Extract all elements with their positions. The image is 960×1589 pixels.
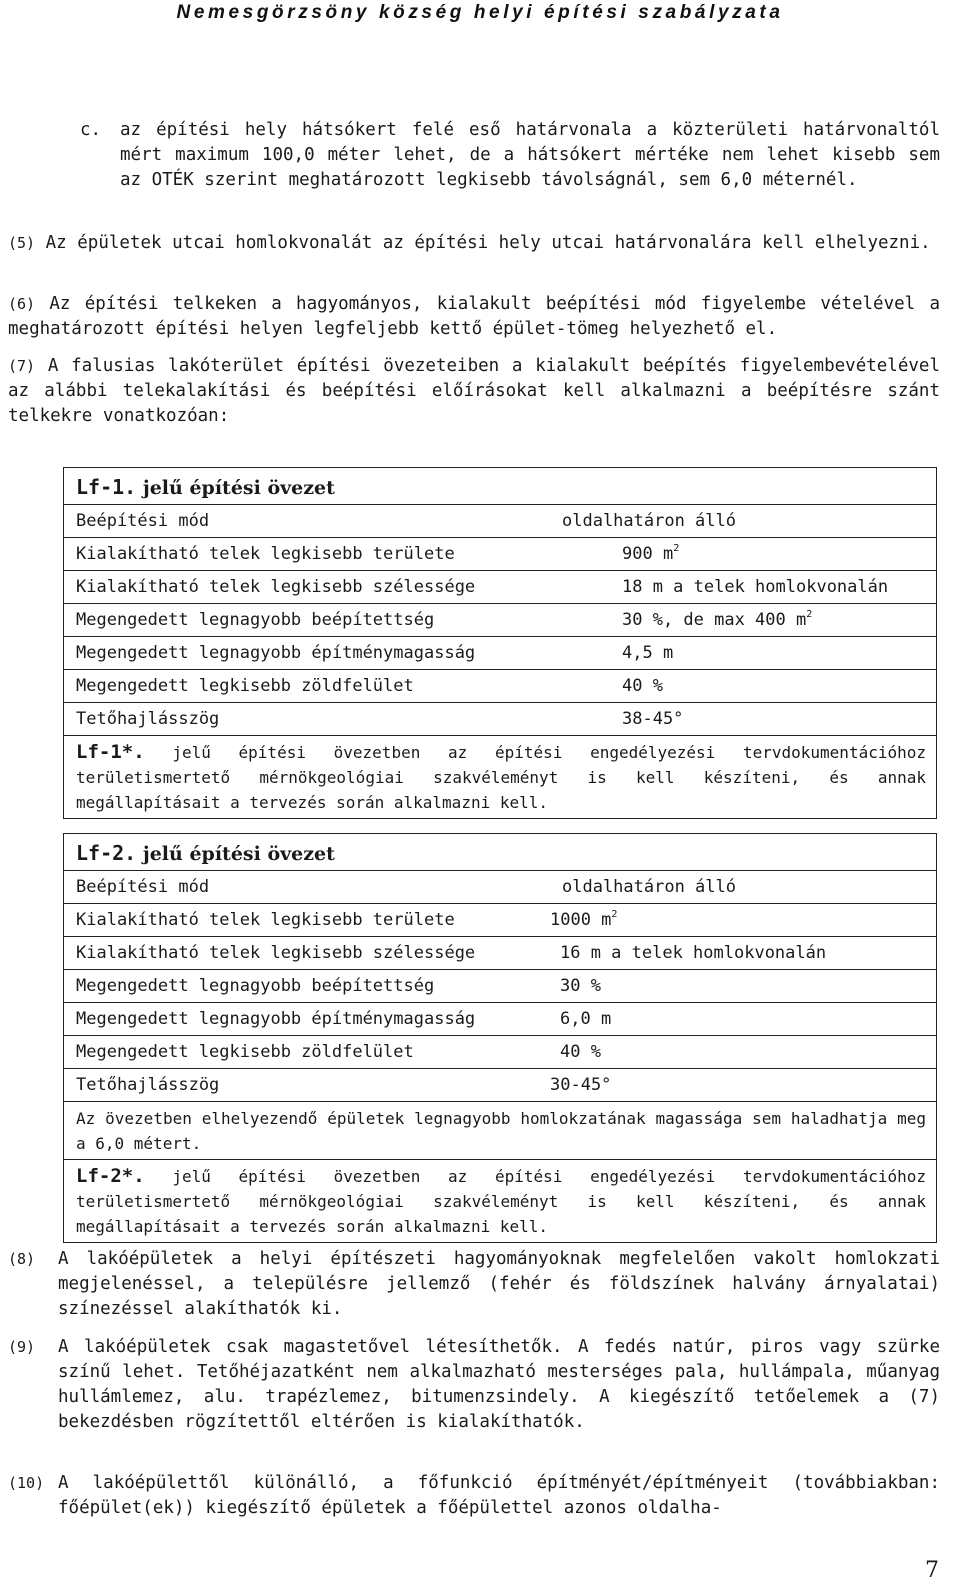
zone-code: Lf-2.	[76, 841, 137, 865]
paragraph-label: (5)	[8, 234, 36, 252]
paragraph-label: c.	[80, 120, 102, 140]
table-row: Tetőhajlásszög 38-45°	[64, 703, 936, 736]
paragraph-6	[8, 292, 940, 342]
zone-note-text: jelű építési övezetben az építési engedélyezési tervdokumentációhoz területismertető mérnökgeológiai szakvéleményt is kell készíteni, és annak megállapításait a tervezés során alkalmazni kell.	[76, 1167, 926, 1236]
table-row: Megengedett legnagyobb beépítettség 30 %	[64, 970, 936, 1003]
zone-note-text: jelű építési övezetben az építési engedélyezési tervdokumentációhoz területismertető mérnökgeológiai szakvéleményt is kell készíteni, és annak megállapításait a tervezés során alkalmazni kell.	[76, 743, 926, 812]
zone-table-lf1	[63, 467, 937, 819]
zone-note-code: Lf-2*.	[76, 1165, 145, 1187]
paragraph-label: (8)	[8, 1250, 36, 1268]
table-row: Beépítési mód oldalhatáron álló	[64, 871, 936, 904]
paragraph-c	[80, 118, 940, 193]
paragraph-label: (10)	[8, 1474, 45, 1492]
zone-title	[64, 468, 936, 505]
paragraph-5	[8, 231, 940, 256]
zone-note	[64, 1160, 936, 1243]
paragraph-text: az építési hely hátsókert felé eső határvonala a közterületi határvonaltól mért maximum 100,0 méter lehet, de a hátsókert mértéke nem lehet kisebb sem az OTÉK szerint meghatározott legkisebb távolságnál, sem 6,0 méternél.	[120, 120, 940, 190]
table-row: Kialakítható telek legkisebb területe 1000 $m^2$	[64, 904, 936, 937]
zone-title	[64, 834, 936, 871]
paragraph-body: Az épületek utcai homlokvonalát az építési hely utcai határvonalára kell elhelyezni.	[45, 233, 931, 253]
paragraph-text	[8, 354, 940, 429]
table-row: Kialakítható telek legkisebb szélessége 18 m a telek homlokvonalán	[64, 571, 936, 604]
page-header: Nemesgörzsöny község helyi építési szabályzata	[176, 2, 784, 23]
paragraph-10	[8, 1471, 940, 1521]
zone-title-text: jelű építési övezet	[142, 477, 335, 499]
paragraph-body: Az építési telkeken a hagyományos, kialakult beépítési mód figyelembe vételével a meghatározott építési helyen legfeljebb kettő épület-tömeg helyezhető el.	[8, 294, 940, 339]
table-row: Beépítési mód oldalhatáron álló	[64, 505, 936, 538]
paragraph-label: (9)	[8, 1338, 36, 1356]
paragraph-9	[8, 1335, 940, 1435]
table-row: Kialakítható telek legkisebb területe 900 $m^2$	[64, 538, 936, 571]
paragraph-text: A lakóépülettől különálló, a főfunkció építményét/építményeit (továbbiakban: főépület(ek)) kiegészítő épületek a főépülettel azonos oldalha-	[58, 1473, 940, 1518]
paragraph-body: A falusias lakóterület építési övezeteiben a kialakult beépítés figyelembevételével az alábbi telekalakítási és beépítési előírásokat kell alkalmazni a beépítésre szánt telkekre vonatkozóan:	[8, 356, 940, 426]
paragraph-label: (7)	[8, 357, 36, 375]
table-row: Kialakítható telek legkisebb szélessége 16 m a telek homlokvonalán	[64, 937, 936, 970]
paragraph-text: A lakóépületek csak magastetővel létesíthetők. A fedés natúr, piros vagy szürke színű lehet. Tetőhéjazatként nem alkalmazható mesterséges pala, hullámpala, műanyag hullámlemez, alu. trapézlemez, bitumenzsindely. A kiegészítő tetőelemek a (7) bekezdésben rögzítettől eltérően is kialakíthatók.	[58, 1337, 940, 1432]
paragraph-text	[8, 231, 940, 256]
paragraph-label: (6)	[8, 295, 36, 313]
table-row: Megengedett legnagyobb építménymagasság 6,0 m	[64, 1003, 936, 1036]
zone-extra-note: Az övezetben elhelyezendő épületek legnagyobb homlokzatának magassága sem haladhatja meg a 6,0 métert.	[64, 1102, 936, 1160]
table-row: Megengedett legnagyobb beépítettség 30 %, de max 400 $m^2$	[64, 604, 936, 637]
table-row: Megengedett legnagyobb építménymagasság 4,5 m	[64, 637, 936, 670]
table-row: Megengedett legkisebb zöldfelület 40 %	[64, 670, 936, 703]
zone-code: Lf-1.	[76, 475, 137, 499]
page-number: 7	[925, 1558, 939, 1583]
zone-title-text: jelű építési övezet	[142, 843, 335, 865]
paragraph-text	[8, 292, 940, 342]
paragraph-text: A lakóépületek a helyi építészeti hagyományoknak megfelelően vakolt homlokzati megjelenéssel, a településre jellemző (fehér és földszínek halvány árnyalatai) színezéssel alakíthatók ki.	[58, 1249, 940, 1319]
table-row: Tetőhajlásszög 30-45°	[64, 1069, 936, 1102]
zone-note	[64, 736, 936, 819]
zone-table-lf2	[63, 833, 937, 1243]
paragraph-7	[8, 354, 940, 429]
paragraph-8	[8, 1247, 940, 1322]
zone-note-code: Lf-1*.	[76, 741, 145, 763]
table-row: Megengedett legkisebb zöldfelület 40 %	[64, 1036, 936, 1069]
